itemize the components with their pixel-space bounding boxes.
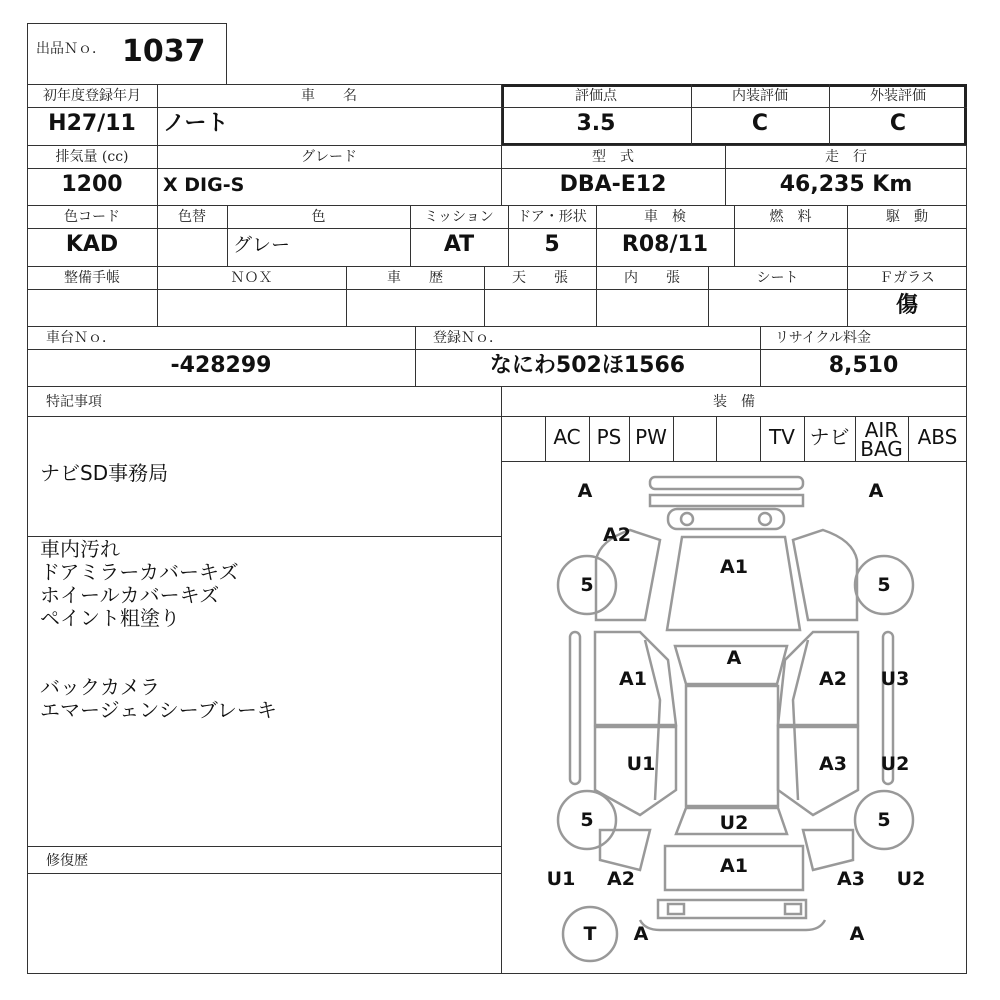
equip-abs: ABS	[917, 425, 958, 449]
note-line: 車内汚れ	[40, 537, 120, 561]
mark-right-rear-door: A3	[819, 753, 847, 775]
note-line: エマージェンシーブレーキ	[40, 698, 277, 722]
registration-label: 登録Ｎｏ．	[433, 330, 503, 346]
mark-front-right-corner: A	[868, 480, 884, 502]
note-line: バックカメラ	[40, 675, 160, 699]
right-fender-shape	[793, 530, 857, 620]
roof-value	[484, 290, 596, 322]
chassis-label: 車台Ｎｏ．	[46, 330, 116, 346]
color-code-label: 色コード	[64, 209, 120, 225]
mark-rear-bumper-left: A	[633, 923, 649, 945]
color-code-value: KAD	[65, 232, 119, 257]
doors-label: ドア・形状	[517, 209, 587, 225]
fglass-value: 傷	[895, 293, 918, 318]
mark-front-left-corner: A	[577, 480, 593, 502]
nox-value	[157, 290, 346, 322]
car-name-value: ノート	[163, 111, 229, 136]
mileage-value: 46,235 Km	[779, 172, 913, 197]
mark-rear-window: U2	[719, 812, 749, 834]
mark-left-rear-corner-outer: U1	[546, 868, 576, 890]
right-rear-quarter-shape	[803, 830, 853, 870]
repair-label: 修復歴	[46, 853, 88, 869]
interior-value: C	[751, 111, 769, 136]
repaint-label: 色替	[178, 209, 206, 225]
color-value: グレー	[233, 234, 291, 256]
equip-blank	[716, 420, 760, 462]
mark-right-rear-quarter: A3	[837, 868, 865, 890]
interior-lining-value	[596, 290, 708, 322]
mark-right-sill-rear: U2	[880, 753, 910, 775]
recycle-label: リサイクル料金	[775, 330, 872, 346]
mark-spare-tire: T	[583, 923, 597, 945]
interior-lining-label: 内 張	[624, 270, 680, 286]
equipment-label: 装 備	[713, 394, 755, 410]
note-line: ペイント粗塗り	[40, 606, 180, 630]
inspection-value: R08/11	[621, 232, 709, 257]
mark-left-front-door: A1	[619, 668, 647, 690]
color-label: 色	[311, 209, 326, 225]
history-value	[346, 290, 484, 322]
mission-label: ミッション	[424, 209, 494, 225]
equip-ps: PS	[596, 425, 622, 449]
model-value: DBA-E12	[559, 172, 667, 197]
maintenance-label: 整備手帳	[64, 270, 120, 286]
fuel-value	[734, 229, 847, 261]
score-label: 評価点	[575, 88, 617, 104]
roof-label: 天 張	[512, 270, 568, 286]
mark-trunk: A1	[720, 855, 748, 877]
equip-blank	[673, 420, 716, 462]
notes-line1: ナビSD事務局	[40, 461, 169, 485]
grade-value: X DIG-S	[163, 174, 245, 196]
interior-label: 内装評価	[732, 88, 788, 104]
drive-label: 駆 動	[886, 209, 928, 225]
front-grille-shape	[650, 495, 803, 506]
displacement-label: 排気量 (cc)	[55, 149, 129, 165]
note-line: ドアミラーカバーキズ	[40, 560, 239, 584]
fuel-label: 燃 料	[769, 209, 812, 225]
doors-value: 5	[544, 232, 560, 257]
score-value: 3.5	[576, 111, 616, 136]
mark-wheel-rr: 5	[877, 809, 891, 831]
mark-wheel-fr: 5	[877, 574, 891, 596]
inspection-label: 車 検	[644, 209, 686, 225]
seat-value	[708, 290, 847, 322]
left-rear-quarter-shape	[600, 830, 650, 870]
grade-label: グレード	[301, 149, 357, 165]
displacement-value: 1200	[61, 172, 123, 197]
mark-left-rear-quarter: A2	[607, 868, 635, 890]
hood-shape	[667, 537, 800, 630]
nox-label: ＮＯＸ	[230, 270, 273, 286]
equip-airbag: AIR BAG	[860, 418, 903, 461]
mark-right-rear-corner-outer: U2	[896, 868, 926, 890]
mark-left-fender: A2	[603, 524, 631, 546]
mark-rear-bumper-right: A	[849, 923, 865, 945]
chassis-value: -428299	[170, 353, 272, 378]
mark-left-rear-door: U1	[626, 753, 656, 775]
history-label: 車 歴	[387, 270, 443, 286]
equip-navi: ナビ	[809, 425, 850, 449]
car-diagram	[501, 461, 967, 974]
fglass-label: Ｆガラス	[879, 270, 935, 286]
note-line: ホイールカバーキズ	[40, 583, 220, 607]
front-bumper-shape	[650, 477, 803, 489]
repaint-value	[157, 229, 227, 261]
mission-value: AT	[443, 232, 475, 257]
mark-wheel-rl: 5	[580, 809, 594, 831]
lot-label: 出品Ｎｏ．	[36, 41, 106, 57]
mark-right-front-door: A2	[819, 668, 847, 690]
equip-tv: TV	[769, 425, 795, 449]
exterior-label: 外装評価	[870, 88, 926, 104]
drive-value	[847, 229, 967, 261]
notes-label: 特記事項	[46, 394, 102, 410]
mileage-label: 走 行	[825, 149, 867, 165]
left-sill-shape	[570, 632, 580, 784]
mark-hood: A1	[720, 556, 748, 578]
lot-number: 1037	[122, 34, 206, 69]
equip-ac: AC	[553, 425, 581, 449]
car-name-label: 車 名	[301, 88, 357, 104]
exterior-value: C	[889, 111, 907, 136]
seat-label: シート	[756, 270, 799, 286]
model-label: 型 式	[592, 149, 634, 165]
roof-shape	[686, 686, 778, 806]
first-reg-value: H27/11	[48, 111, 136, 136]
mark-wheel-fl: 5	[580, 574, 594, 596]
mark-windshield: A	[726, 647, 742, 669]
recycle-value: 8,510	[828, 353, 899, 378]
maintenance-value	[27, 290, 157, 322]
registration-value: なにわ502ほ1566	[489, 353, 686, 378]
equip-blank	[501, 420, 545, 462]
mark-right-sill-front: U3	[880, 668, 910, 690]
equip-pw: PW	[635, 425, 667, 449]
first-reg-label: 初年度登録年月	[43, 88, 141, 104]
